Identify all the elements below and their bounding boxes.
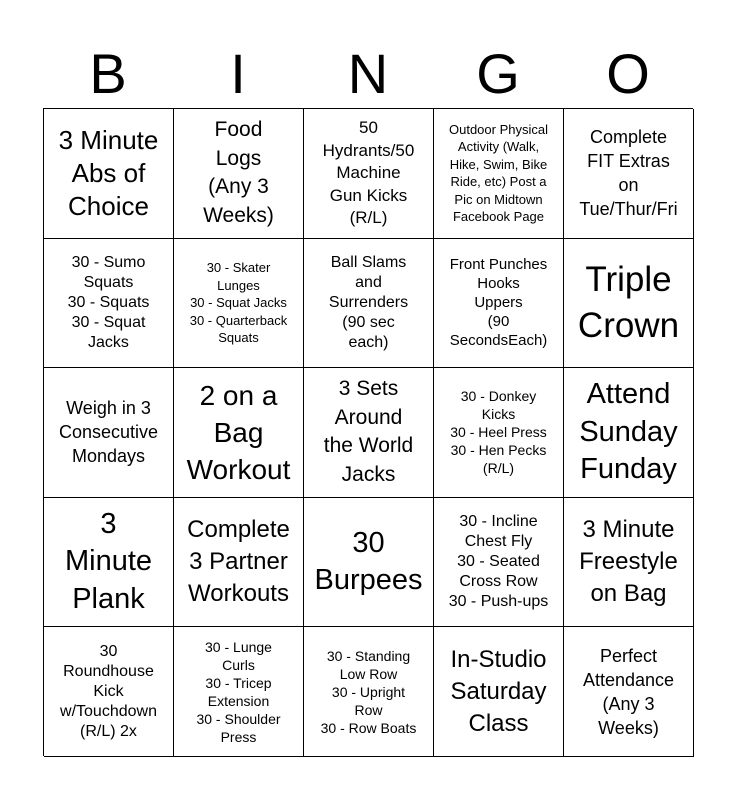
- cell-text: Ball Slams and Surrenders (90 sec each): [328, 253, 409, 351]
- cell-text: Front Punches Hooks Uppers (90 SecondsEach): [449, 256, 548, 350]
- cell-text: Weigh in 3 Consecutive Mondays: [58, 398, 159, 467]
- cell-text: 3 Minute Freestyle on Bag: [579, 516, 678, 608]
- header-letter-n: N: [347, 42, 389, 105]
- bingo-cell-1-4[interactable]: [434, 109, 564, 239]
- bingo-cell-3-1[interactable]: [44, 368, 174, 498]
- cell-text: Food Logs (Any 3 Weeks): [203, 118, 274, 227]
- cell-text: 30 - Donkey Kicks 30 - Heel Press 30 - Hen Pecks (R/L): [450, 388, 547, 477]
- cell-text: 30 Roundhouse Kick w/Touchdown (R/L) 2x: [60, 642, 157, 740]
- bingo-cell-3-5[interactable]: [564, 368, 694, 498]
- cell-text: 3 Minute Abs of Choice: [58, 124, 159, 221]
- bingo-cell-4-2[interactable]: [174, 498, 304, 628]
- cell-text: 50 Hydrants/50 Machine Gun Kicks (R/L): [322, 118, 415, 228]
- cell-text: Triple Crown: [577, 259, 680, 345]
- cell-text: Attend Sunday Funday: [579, 378, 678, 486]
- bingo-cell-1-1[interactable]: [44, 109, 174, 239]
- cell-text: 2 on a Bag Workout: [186, 379, 291, 485]
- cell-text: Perfect Attendance (Any 3 Weeks): [582, 645, 675, 738]
- bingo-cell-2-4[interactable]: [434, 239, 564, 369]
- cell-text: 30 - Lunge Curls 30 - Tricep Extension 30 - Shoulder Press: [196, 638, 281, 745]
- cell-text: 3 Minute Plank: [64, 507, 153, 615]
- bingo-cell-4-4[interactable]: [434, 498, 564, 628]
- bingo-cell-3-2[interactable]: [174, 368, 304, 498]
- bingo-cell-4-3[interactable]: [304, 498, 434, 628]
- bingo-cell-3-4[interactable]: [434, 368, 564, 498]
- bingo-cell-4-1[interactable]: [44, 498, 174, 628]
- bingo-cell-2-5[interactable]: [564, 239, 694, 369]
- header-letter-i: I: [230, 42, 246, 105]
- header-letter-b: B: [89, 42, 127, 105]
- cell-text: 30 - Sumo Squats 30 - Squats 30 - Squat Jacks: [67, 253, 150, 351]
- cell-text: 30 Burpees: [314, 526, 423, 597]
- bingo-cell-1-5[interactable]: [564, 109, 694, 239]
- header-letter-g: G: [476, 42, 520, 105]
- bingo-card-grid: [43, 108, 693, 756]
- bingo-cell-1-2[interactable]: [174, 109, 304, 239]
- cell-text: 30 - Skater Lunges 30 - Squat Jacks 30 - Quarterback Squats: [189, 260, 288, 346]
- bingo-cell-5-5[interactable]: [564, 627, 694, 757]
- bingo-cell-2-2[interactable]: [174, 239, 304, 369]
- cell-text: Outdoor Physical Activity (Walk, Hike, Swim, Bike Ride, etc) Post a Pic on Midtown Facebook Page: [449, 121, 548, 225]
- bingo-cell-2-1[interactable]: [44, 239, 174, 369]
- bingo-cell-5-2[interactable]: [174, 627, 304, 757]
- header-letter-o: O: [606, 42, 650, 105]
- bingo-cell-1-3[interactable]: [304, 109, 434, 239]
- bingo-cell-5-4[interactable]: [434, 627, 564, 757]
- cell-text: Complete FIT Extras on Tue/Thur/Fri: [579, 127, 678, 220]
- cell-text: 30 - Standing Low Row 30 - Upright Row 30 - Row Boats: [320, 647, 417, 736]
- bingo-cell-5-3[interactable]: [304, 627, 434, 757]
- cell-text: In-Studio Saturday Class: [450, 645, 547, 737]
- cell-text: Complete 3 Partner Workouts: [187, 516, 290, 608]
- bingo-cell-3-3[interactable]: [304, 368, 434, 498]
- bingo-cell-2-3[interactable]: [304, 239, 434, 369]
- bingo-cell-5-1[interactable]: [44, 627, 174, 757]
- bingo-cell-4-5[interactable]: [564, 498, 694, 628]
- cell-text: 3 Sets Around the World Jacks: [323, 377, 414, 486]
- bingo-header: [43, 40, 693, 108]
- cell-text: 30 - Incline Chest Fly 30 - Seated Cross Row 30 - Push-ups: [448, 513, 549, 611]
